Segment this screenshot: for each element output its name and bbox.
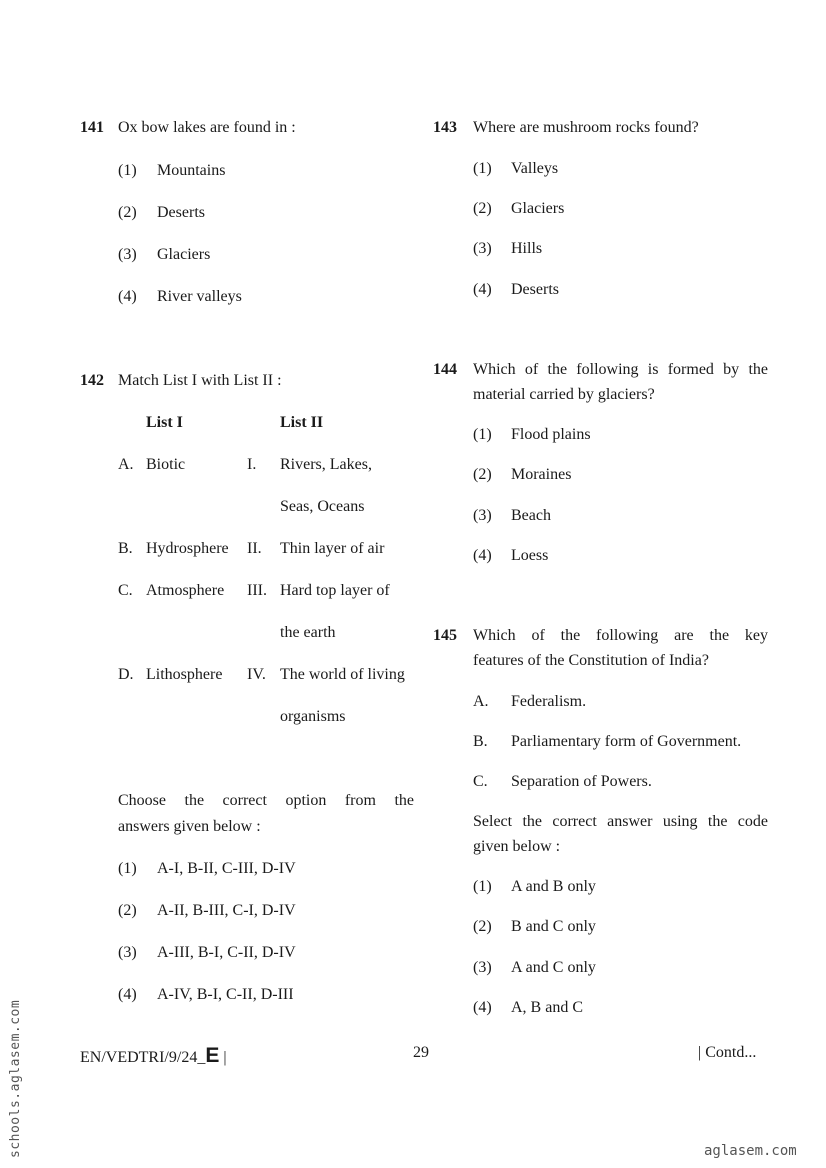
question-text-cont: material carried by glaciers?	[473, 386, 655, 403]
instruction-text-cont: answers given below :	[118, 818, 261, 835]
side-watermark: schools.aglasem.com	[8, 999, 23, 1158]
match-right-text-cont: Seas, Oceans	[280, 498, 365, 515]
option-number: (1)	[473, 160, 492, 177]
option-number: (2)	[118, 902, 137, 919]
option-text: Mountains	[157, 162, 226, 179]
question-text: Where are mushroom rocks found?	[473, 119, 699, 136]
option-number: (3)	[473, 507, 492, 524]
match-left-text: Biotic	[146, 456, 186, 473]
paper-code-text: EN/VEDTRI/9/24_	[80, 1049, 206, 1066]
match-left-letter: C.	[118, 582, 133, 599]
match-right-num: II.	[247, 540, 262, 557]
question-text: Which of the following is formed by the	[473, 361, 768, 378]
option-text: Flood plains	[511, 426, 591, 443]
match-right-text: Thin layer of air	[280, 540, 385, 557]
match-right-num: III.	[247, 582, 267, 599]
bottom-watermark: aglasem.com	[704, 1143, 797, 1159]
question-number: 143	[433, 119, 457, 136]
question-number: 142	[80, 372, 104, 389]
list2-header: List II	[280, 414, 324, 431]
statement-text: Federalism.	[511, 693, 587, 710]
option-number: (4)	[473, 281, 492, 298]
instruction-text-cont: given below :	[473, 838, 561, 855]
option-number: (4)	[118, 986, 137, 1003]
option-number: (1)	[118, 162, 137, 179]
match-left-letter: B.	[118, 540, 133, 557]
match-left-letter: A.	[118, 456, 134, 473]
paper-code	[80, 1044, 227, 1068]
statement-text: Separation of Powers.	[511, 773, 652, 790]
question-text: Ox bow lakes are found in :	[118, 119, 296, 136]
option-text: A-III, B-I, C-II, D-IV	[157, 944, 296, 961]
option-number: (1)	[118, 860, 137, 877]
match-left-text: Lithosphere	[146, 666, 223, 683]
option-number: (1)	[473, 878, 492, 895]
question-number: 141	[80, 119, 104, 136]
statement-letter: A.	[473, 693, 489, 710]
paper-set-letter: E	[205, 1044, 220, 1067]
match-right-text: The world of living	[280, 666, 405, 683]
match-left-text: Hydrosphere	[146, 540, 229, 557]
option-text: A-II, B-III, C-I, D-IV	[157, 902, 296, 919]
match-right-text-cont: organisms	[280, 708, 346, 725]
question-text: Match List I with List II :	[118, 372, 282, 389]
option-number: (4)	[118, 288, 137, 305]
option-text: Moraines	[511, 466, 572, 483]
option-text: B and C only	[511, 918, 596, 935]
match-right-text: Rivers, Lakes,	[280, 456, 372, 473]
option-text: A, B and C	[511, 999, 583, 1016]
option-text: Loess	[511, 547, 549, 564]
statement-letter: C.	[473, 773, 488, 790]
option-number: (4)	[473, 999, 492, 1016]
option-number: (3)	[473, 240, 492, 257]
option-text: Glaciers	[511, 200, 565, 217]
option-number: (2)	[473, 918, 492, 935]
match-right-text-cont: the earth	[280, 624, 336, 641]
option-text: Beach	[511, 507, 551, 524]
question-number: 145	[433, 627, 457, 644]
option-text: River valleys	[157, 288, 242, 305]
page-number: 29	[413, 1044, 429, 1061]
option-text: Deserts	[511, 281, 559, 298]
option-number: (3)	[118, 944, 137, 961]
list1-header: List I	[146, 414, 183, 431]
option-number: (3)	[473, 959, 492, 976]
option-text: A-IV, B-I, C-II, D-III	[157, 986, 294, 1003]
option-text: A-I, B-II, C-III, D-IV	[157, 860, 296, 877]
match-right-num: I.	[247, 456, 257, 473]
option-number: (2)	[118, 204, 137, 221]
option-text: A and B only	[511, 878, 596, 895]
option-text: Deserts	[157, 204, 205, 221]
option-number: (2)	[473, 466, 492, 483]
option-text: Hills	[511, 240, 543, 257]
option-number: (3)	[118, 246, 137, 263]
statement-text: Parliamentary form of Government.	[511, 733, 742, 750]
option-text: Glaciers	[157, 246, 211, 263]
continued-label: | Contd...	[698, 1044, 757, 1061]
option-number: (2)	[473, 200, 492, 217]
question-text: Which of the following are the key	[473, 627, 768, 644]
question-text-cont: features of the Constitution of India?	[473, 652, 709, 669]
question-number: 144	[433, 361, 457, 378]
match-right-num: IV.	[247, 666, 266, 683]
option-text: Valleys	[511, 160, 559, 177]
option-text: A and C only	[511, 959, 596, 976]
option-number: (1)	[473, 426, 492, 443]
instruction-text: Select the correct answer using the code	[473, 813, 768, 830]
paper-code-bar: |	[219, 1049, 227, 1066]
match-left-letter: D.	[118, 666, 134, 683]
option-number: (4)	[473, 547, 492, 564]
instruction-text: Choose the correct option from the	[118, 792, 414, 809]
match-left-text: Atmosphere	[146, 582, 225, 599]
statement-letter: B.	[473, 733, 488, 750]
match-right-text: Hard top layer of	[280, 582, 390, 599]
